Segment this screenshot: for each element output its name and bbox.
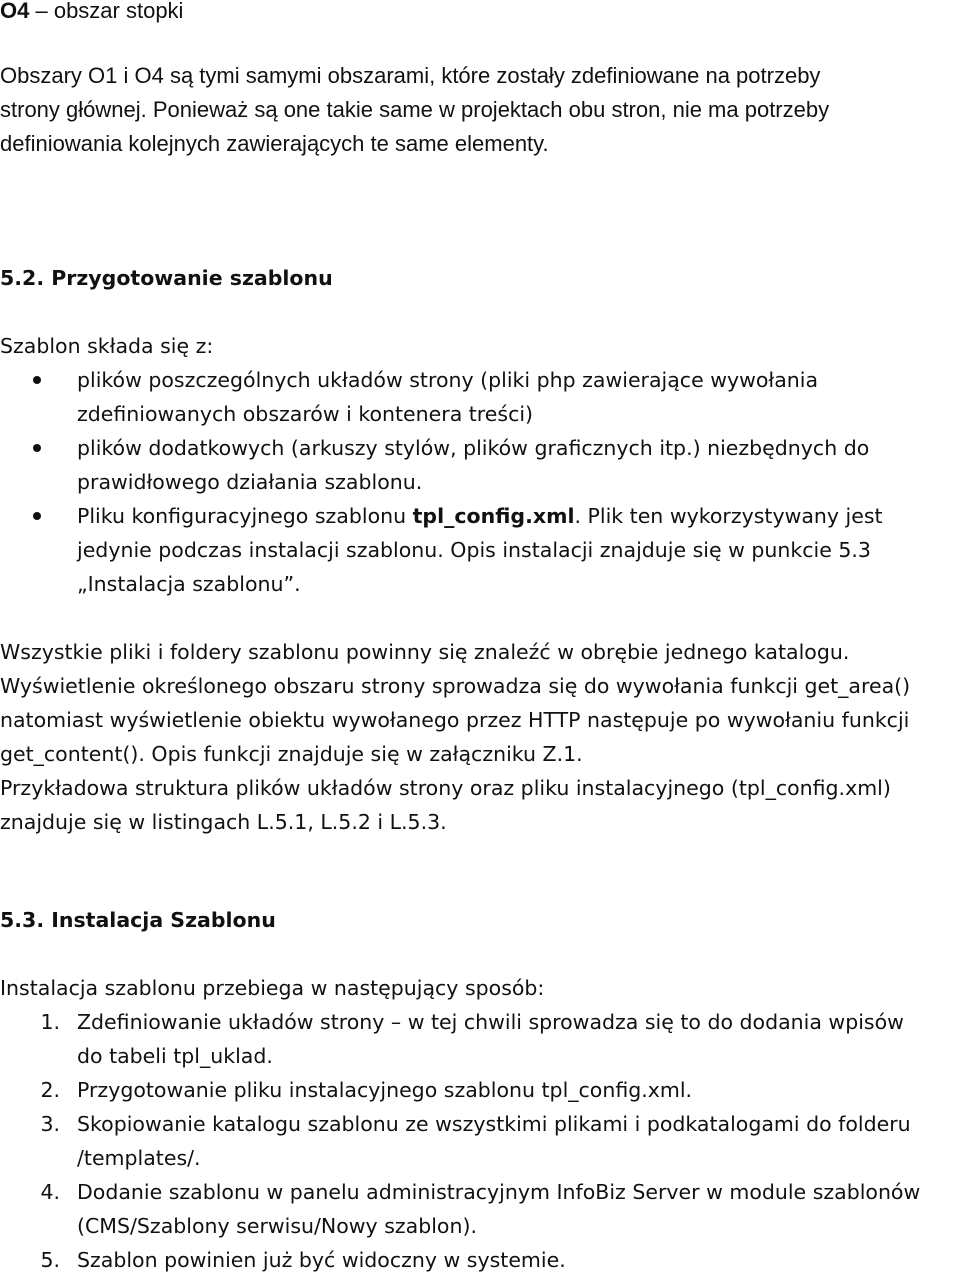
o4-heading-code: O4: [0, 0, 30, 23]
bullet-line: prawidłowego działania szablonu.: [77, 470, 423, 494]
s52-para-line: get_content(). Opis funkcji znajduje się w załączniku Z.1.: [0, 742, 583, 766]
bullet-marker: [33, 444, 41, 452]
step-number: 4.: [40, 1180, 60, 1204]
bullet-text: Pliku konfiguracyjnego szablonu: [77, 504, 413, 528]
step-line: do tabeli tpl_uklad.: [77, 1044, 273, 1068]
s52-para-line: natomiast wyświetlenie obiektu wywołanego przez HTTP następuje po wywołaniu funkcji: [0, 708, 910, 732]
bullet-line: jedynie podczas instalacji szablonu. Opis instalacji znajduje się w punkcie 5.3: [77, 538, 871, 562]
s52-intro: Szablon składa się z:: [0, 334, 214, 358]
step-line: Dodanie szablonu w panelu administracyjnym InfoBiz Server w module szablonów: [77, 1180, 921, 1204]
o4-para-line: strony głównej. Ponieważ są one takie same w projektach obu stron, nie ma potrzeby: [0, 97, 830, 122]
step-line: (CMS/Szablony serwisu/Nowy szablon).: [77, 1214, 477, 1238]
bullet-line: zdefiniowanych obszarów i kontenera treści): [77, 402, 534, 426]
bullet-line: „Instalacja szablonu”.: [77, 572, 301, 596]
step-line: Przygotowanie pliku instalacyjnego szablonu tpl_config.xml.: [77, 1078, 693, 1102]
s52-para-line: Wyświetlenie określonego obszaru strony sprowadza się do wywołania funkcji get_area(): [0, 674, 911, 698]
step-number: 5.: [40, 1248, 60, 1272]
s52-para-line: Wszystkie pliki i foldery szablonu powinny się znaleźć w obrębie jednego katalogu.: [0, 640, 850, 664]
s52-para-line: Przykładowa struktura plików układów strony oraz pliku instalacyjnego (tpl_config.xml): [0, 776, 891, 800]
step-line: /templates/.: [77, 1146, 201, 1170]
bullet-marker: [33, 512, 41, 520]
o4-heading: [0, 0, 183, 22]
step-line: Zdefiniowanie układów strony – w tej chwili sprowadza się to do dodania wpisów: [77, 1010, 904, 1034]
bullet-line: [77, 506, 883, 527]
o4-para-line: definiowania kolejnych zawierających te same elementy.: [0, 131, 549, 156]
bullet-text: . Plik ten wykorzystywany jest: [574, 504, 883, 528]
step-line: Szablon powinien już być widoczny w systemie.: [77, 1248, 566, 1272]
o4-heading-text: – obszar stopki: [35, 0, 184, 23]
step-line: Skopiowanie katalogu szablonu ze wszystkimi plikami i podkatalogami do folderu: [77, 1112, 911, 1136]
bullet-line: plików poszczególnych układów strony (pliki php zawierające wywołania: [77, 368, 819, 392]
bullet-marker: [33, 376, 41, 384]
section-heading-5-2: 5.2. Przygotowanie szablonu: [0, 266, 333, 290]
step-number: 3.: [40, 1112, 60, 1136]
o4-para-line: Obszary O1 i O4 są tymi samymi obszarami, które zostały zdefiniowane na potrzeby: [0, 63, 821, 88]
step-number: 1.: [40, 1010, 60, 1034]
s52-para-line: znajduje się w listingach L.5.1, L.5.2 i L.5.3.: [0, 810, 447, 834]
bullet-line: plików dodatkowych (arkuszy stylów, plików graficznych itp.) niezbędnych do: [77, 436, 870, 460]
s53-intro: Instalacja szablonu przebiega w następujący sposób:: [0, 976, 545, 1000]
config-filename: tpl_config.xml: [412, 504, 575, 528]
step-number: 2.: [40, 1078, 60, 1102]
section-heading-5-3: 5.3. Instalacja Szablonu: [0, 908, 276, 932]
